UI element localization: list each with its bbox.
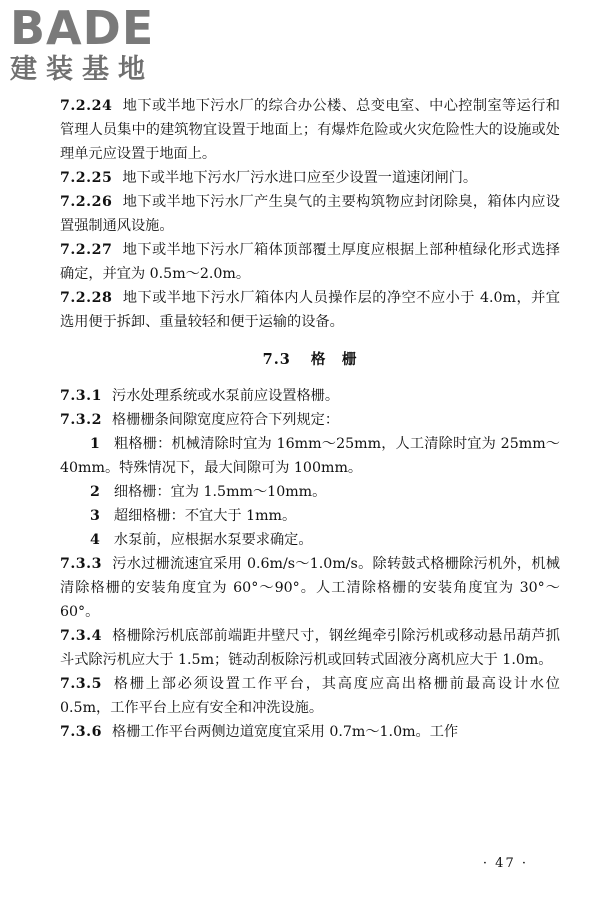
logo-wordmark: BADE	[10, 1, 155, 55]
list-item	[60, 480, 560, 504]
clause-number: 7.3.4	[60, 628, 102, 644]
section-heading	[60, 348, 560, 372]
clause-number: 7.2.27	[60, 242, 113, 258]
item-text: 水泵前，应根据水泵要求确定。	[113, 532, 313, 548]
clause-7-2-27	[60, 238, 560, 286]
clause-7-3-3	[60, 552, 560, 624]
clause-7-2-28	[60, 286, 560, 334]
clause-7-3-2	[60, 408, 560, 432]
logo-subtitle: 建装基地	[10, 54, 154, 85]
clause-7-2-25	[60, 166, 560, 190]
list-item	[60, 504, 560, 528]
clause-text: 格栅上部必须设置工作平台，其高度应高出格栅前最高设计水位 0.5m，工作平台上应有安全和冲洗设施。	[60, 676, 560, 716]
clause-number: 7.3.6	[60, 724, 102, 740]
clause-text: 地下或半地下污水厂产生臭气的主要构筑物应封闭除臭，箱体内应设置强制通风设施。	[60, 194, 560, 234]
clause-7-3-5	[60, 672, 560, 720]
clause-number: 7.3.5	[60, 676, 102, 692]
clause-text: 格栅除污机底部前端距井壁尺寸，钢丝绳牵引除污机或移动悬吊葫芦抓斗式除污机应大于 1.5m；链动刮板除污机或回转式固液分离机应大于 1.0m。	[60, 628, 560, 668]
page-number: · 47 ·	[482, 856, 528, 871]
section-number: 7.3	[262, 351, 291, 368]
bade-logo	[10, 1, 180, 86]
clause-number: 7.2.25	[60, 170, 113, 186]
document-body	[60, 94, 560, 744]
item-text: 超细格栅：不宜大于 1mm。	[113, 508, 297, 524]
clause-text: 地下或半地下污水厂箱体顶部覆土厚度应根据上部种植绿化形式选择确定，并宜为 0.5m～2.0m。	[60, 242, 560, 282]
item-number: 4	[90, 532, 100, 548]
item-number: 2	[90, 484, 100, 500]
list-item	[60, 528, 560, 552]
clause-number: 7.3.1	[60, 388, 102, 404]
clause-text: 格栅栅条间隙宽度应符合下列规定：	[112, 412, 340, 428]
clause-number: 7.3.2	[60, 412, 102, 428]
list-item	[60, 432, 560, 480]
item-text: 粗格栅：机械清除时宜为 16mm～25mm，人工清除时宜为 25mm～40mm。特殊情况下，最大间隙可为 100mm。	[60, 436, 560, 476]
clause-text: 格栅工作平台两侧边道宽度宜采用 0.7m～1.0m。工作	[112, 724, 459, 740]
clause-text: 地下或半地下污水厂污水进口应至少设置一道速闭闸门。	[122, 170, 478, 186]
item-number: 1	[90, 436, 100, 452]
clause-number: 7.2.24	[60, 98, 113, 114]
clause-7-2-26	[60, 190, 560, 238]
section-title: 格 栅	[310, 351, 358, 368]
clause-text: 地下或半地下污水厂箱体内人员操作层的净空不应小于 4.0m，并宜选用便于拆卸、重量较轻和便于运输的设备。	[60, 290, 560, 330]
clause-text: 地下或半地下污水厂的综合办公楼、总变电室、中心控制室等运行和管理人员集中的建筑物宜设置于地面上；有爆炸危险或火灾危险性大的设施或处理单元应设置于地面上。	[60, 98, 560, 162]
clause-number: 7.2.28	[60, 290, 113, 306]
clause-number: 7.2.26	[60, 194, 113, 210]
clause-number: 7.3.3	[60, 556, 102, 572]
item-text: 细格栅：宜为 1.5mm～10mm。	[113, 484, 327, 500]
clause-7-3-1	[60, 384, 560, 408]
clause-7-2-24	[60, 94, 560, 166]
clause-7-3-4	[60, 624, 560, 672]
clause-7-3-6	[60, 720, 560, 744]
clause-text: 污水过栅流速宜采用 0.6m/s～1.0m/s。除转鼓式格栅除污机外，机械清除格栅的安装角度宜为 60°～90°。人工清除格栅的安装角度宜为 30°～60°。	[60, 556, 560, 620]
clause-text: 污水处理系统或水泵前应设置格栅。	[112, 388, 340, 404]
item-number: 3	[90, 508, 100, 524]
